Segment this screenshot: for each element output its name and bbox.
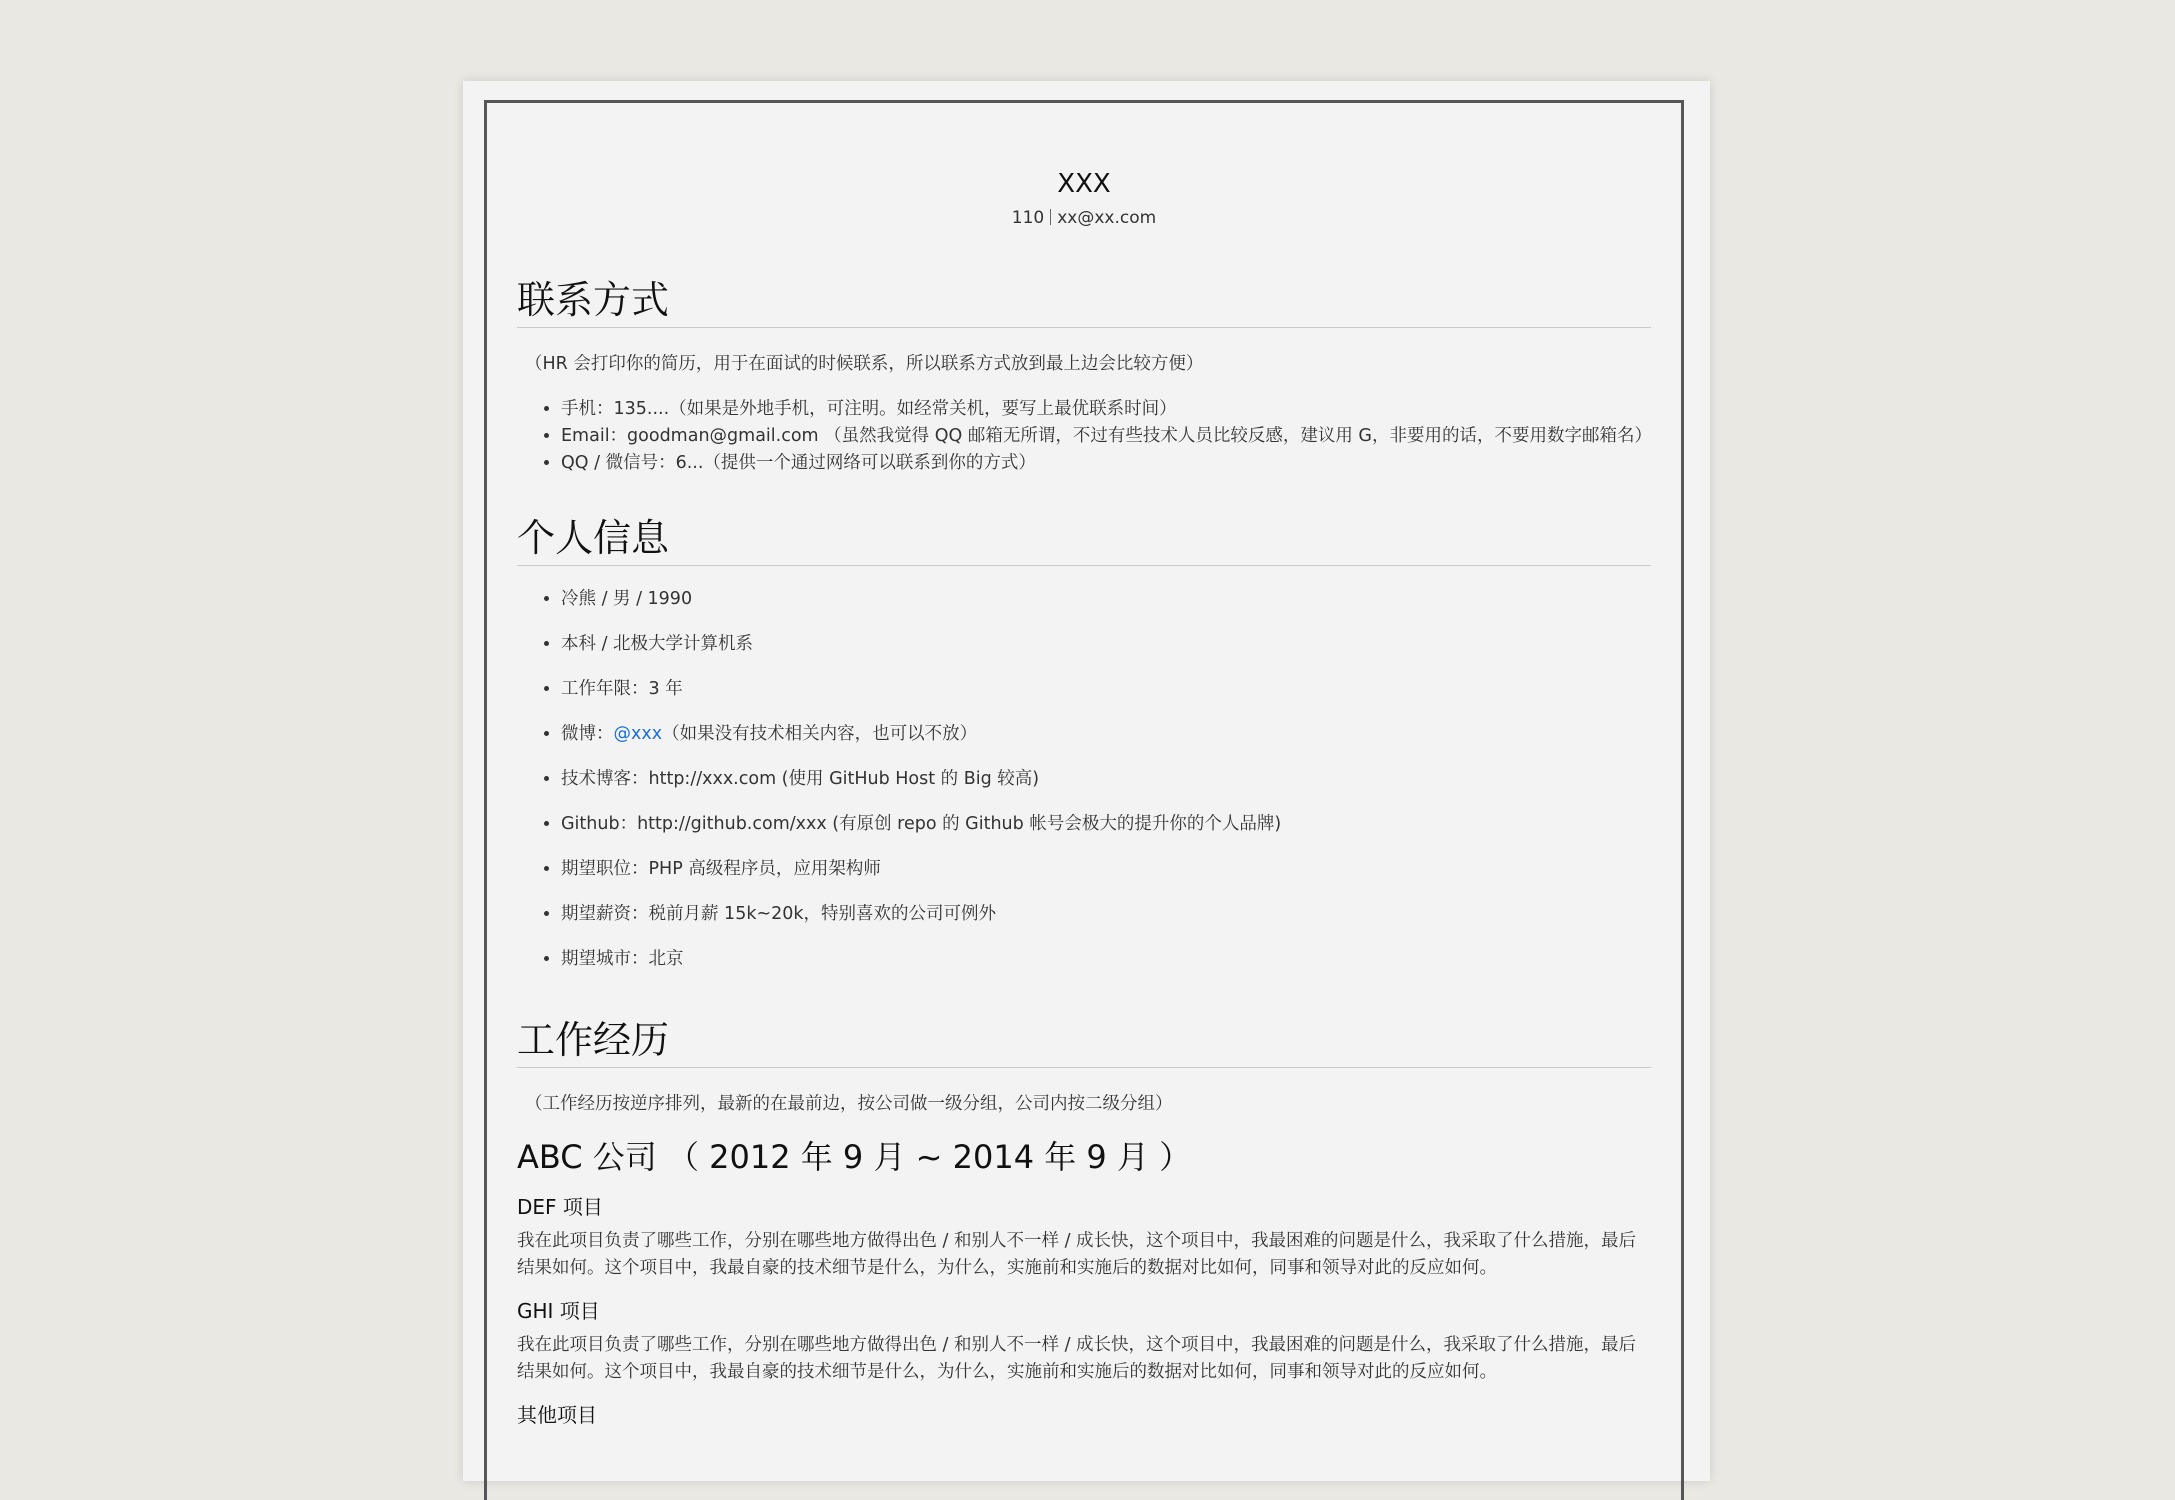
info-item-weibo — [561, 721, 1651, 748]
candidate-name: XXX — [1057, 169, 1111, 199]
weibo-suffix: （如果没有技术相关内容，也可以不放） — [662, 724, 978, 744]
info-item-position: • 期望职位：PHP 高级程序员，应用架构师 — [561, 856, 1651, 883]
info-item-github: • Github：http://github.com/xxx (有原创 repo 的 Github 帐号会极大的提升你的个人品牌) — [561, 811, 1651, 838]
project-title-def: DEF 项目 — [517, 1195, 603, 1219]
info-list — [517, 586, 1651, 973]
contact-item-qq: • QQ / 微信号：6...（提供一个通过网络可以联系到你的方式） — [561, 450, 1651, 477]
weibo-link[interactable]: @xxx — [613, 724, 663, 744]
project-desc-def: 我在此项目负责了哪些工作，分别在哪些地方做得出色 / 和别人不一样 / 成长快，这个项目中，我最困难的问题是什么，我采取了什么措施，最后结果如何。这个项目中，我最自豪的技术细节是什么，为什么，实施前和实施后的数据对比如何，同事和领导对此的反应如何。 — [517, 1231, 1637, 1278]
company-heading: ABC 公司 （ 2012 年 9 月 ~ 2014 年 9 月 ） — [517, 1138, 1192, 1176]
resume-frame — [484, 100, 1684, 1500]
header-email: xx@xx.com — [1057, 208, 1157, 228]
header-contact-line — [517, 207, 1651, 229]
resume-page — [463, 81, 1710, 1481]
header-phone: 110 — [1011, 208, 1045, 228]
weibo-prefix: 微博： — [561, 724, 614, 744]
project-title-ghi: GHI 项目 — [517, 1299, 600, 1323]
work-note: （工作经历按逆序排列，最新的在最前边，按公司做一级分组，公司内按二级分组） — [525, 1094, 1173, 1114]
info-item-years: • 工作年限：3 年 — [561, 676, 1651, 703]
info-item-city: • 期望城市：北京 — [561, 946, 1651, 973]
info-item-blog: • 技术博客：http://xxx.com (使用 GitHub Host 的 Big 较高) — [561, 766, 1651, 793]
info-item-basic: • 冷熊 / 男 / 1990 — [561, 586, 1651, 613]
contact-item-email: • Email：goodman@gmail.com （虽然我觉得 QQ 邮箱无所谓，不过有些技术人员比较反感，建议用 G，非要用的话，不要用数字邮箱名） — [561, 423, 1651, 450]
contact-item-phone: • 手机：135....（如果是外地手机，可注明。如经常关机，要写上最优联系时间） — [561, 396, 1651, 423]
section-title-contact: 联系方式 — [517, 277, 1651, 328]
project-desc-ghi: 我在此项目负责了哪些工作，分别在哪些地方做得出色 / 和别人不一样 / 成长快，这个项目中，我最困难的问题是什么，我采取了什么措施，最后结果如何。这个项目中，我最自豪的技术细节是什么，为什么，实施前和实施后的数据对比如何，同事和领导对此的反应如何。 — [517, 1335, 1637, 1382]
info-item-salary: • 期望薪资：税前月薪 15k~20k，特别喜欢的公司可例外 — [561, 901, 1651, 928]
project-title-other: 其他项目 — [517, 1403, 597, 1427]
contact-note: （HR 会打印你的简历，用于在面试的时候联系，所以联系方式放到最上边会比较方便） — [525, 354, 1204, 374]
resume-header — [517, 167, 1651, 229]
info-item-education: • 本科 / 北极大学计算机系 — [561, 631, 1651, 658]
section-title-info: 个人信息 — [517, 515, 1651, 566]
section-title-work: 工作经历 — [517, 1017, 1651, 1068]
contact-list — [517, 396, 1651, 477]
header-separator — [1050, 209, 1051, 225]
